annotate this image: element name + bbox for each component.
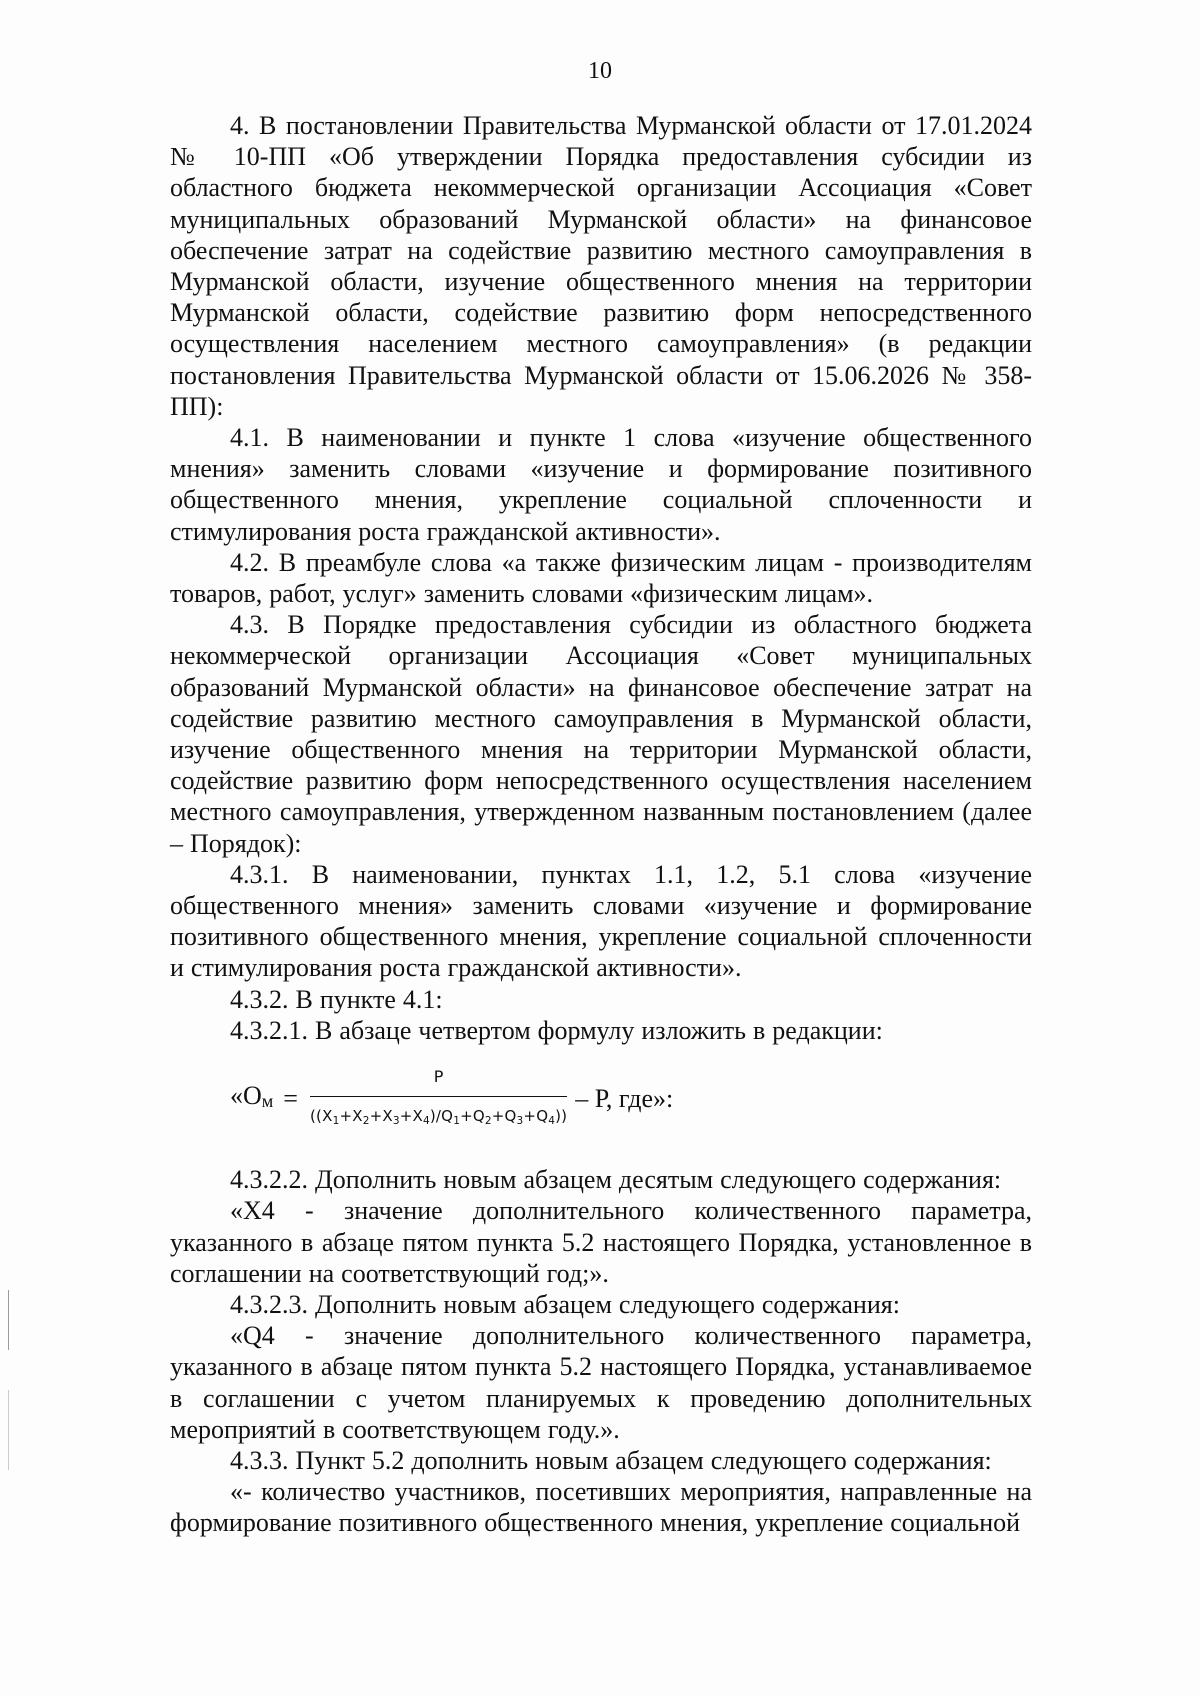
formula-denominator: $((X_1+X_2+X_3+X_4)/Q_1+Q_2+Q_3+Q_4)$) — [310, 1096, 567, 1137]
paragraph-4-2: 4.2. В преамбуле слова «а также физическим лицам - производителям товаров, работ, услуг» заменить словами «физическим лицам». — [170, 547, 1032, 609]
formula-fraction — [310, 1061, 567, 1137]
paragraph-4: 4. В постановлении Правительства Мурманской области от 17.01.2024 № 10-ПП «Об утверждении Порядка предоставления субсидии из областного бюджета некоммерческой организации Ассоциация «Совет муниципальных образований Мурманской области» на финансовое обеспечение затрат на содействие развитию местного самоуправления в Мурманской области, изучение общественного мнения на территории Мурманской области, содействие развитию форм непосредственного осуществления населением местного самоуправления» (в редакции постановления Правительства Мурманской области от 15.06.2026 № 358-ПП): — [170, 111, 1032, 421]
formula — [230, 1064, 1032, 1134]
formula-tail: – Р, где»: — [575, 1084, 674, 1114]
document-body — [170, 110, 1032, 1539]
formula-numerator: P — [433, 1066, 444, 1086]
paragraph-4-3-1: 4.3.1. В наименовании, пунктах 1.1, 1.2, 5.1 слова «изучение общественного мнения» заменить словами «изучение и формирование позитивного общественного мнения, укрепление социальной сплоченности и стимулирования роста гражданской активности». — [170, 859, 1032, 983]
paragraph-4-3-2: 4.3.2. В пункте 4.1: — [230, 984, 443, 1014]
paragraph-4-3-3: 4.3.3. Пункт 5.2 дополнить новым абзацем следующего содержания: — [230, 1445, 992, 1475]
scan-margin-mark — [8, 1390, 9, 1470]
scan-margin-mark — [8, 1290, 9, 1350]
page-number: 10 — [588, 58, 612, 84]
paragraph-participants: «- количество участников, посетивших мероприятия, направленные на формирование позитивного общественного мнения, укрепление социальной — [170, 1477, 1032, 1538]
paragraph-4-3-2-3: 4.3.2.3. Дополнить новым абзацем следующего содержания: — [230, 1289, 900, 1319]
paragraph-4-1: 4.1. В наименовании и пункте 1 слова «изучение общественного мнения» заменить словами «изучение и формирование позитивного общественного мнения, укрепление социальной сплоченности и стимулирования роста гражданской активности». — [170, 423, 1032, 546]
paragraph-4-3-2-2: 4.3.2.2. Дополнить новым абзацем десятым следующего содержания: — [230, 1165, 1002, 1195]
formula-lhs: «Ом — [230, 1081, 274, 1112]
formula-equals: = — [283, 1084, 298, 1114]
paragraph-4-3: 4.3. В Порядке предоставления субсидии из областного бюджета некоммерческой организации Ассоциация «Совет муниципальных образований Мурманской области» на финансовое обеспечение затрат на содействие развитию местного самоуправления в Мурманской области, изучение общественного мнения на территории Мурманской области, содействие развитию форм непосредственного осуществления населением местного самоуправления, утвержденном названным постановлением (далее – Порядок): — [170, 610, 1032, 858]
paragraph-4-3-2-1: 4.3.2.1. В абзаце четвертом формулу изложить в редакции: — [230, 1015, 883, 1045]
paragraph-q4-definition: «Q4 - значение дополнительного количественного параметра, указанного в абзаце пятом пункта 5.2 настоящего Порядка, устанавливаемое в соглашении с учетом планируемых к проведению дополнительных мероприятий в соответствующем году.». — [170, 1321, 1032, 1444]
paragraph-x4-definition: «X4 - значение дополнительного количественного параметра, указанного в абзаце пятом пункта 5.2 настоящего Порядка, установленное в соглашении на соответствующий год;». — [170, 1196, 1032, 1288]
